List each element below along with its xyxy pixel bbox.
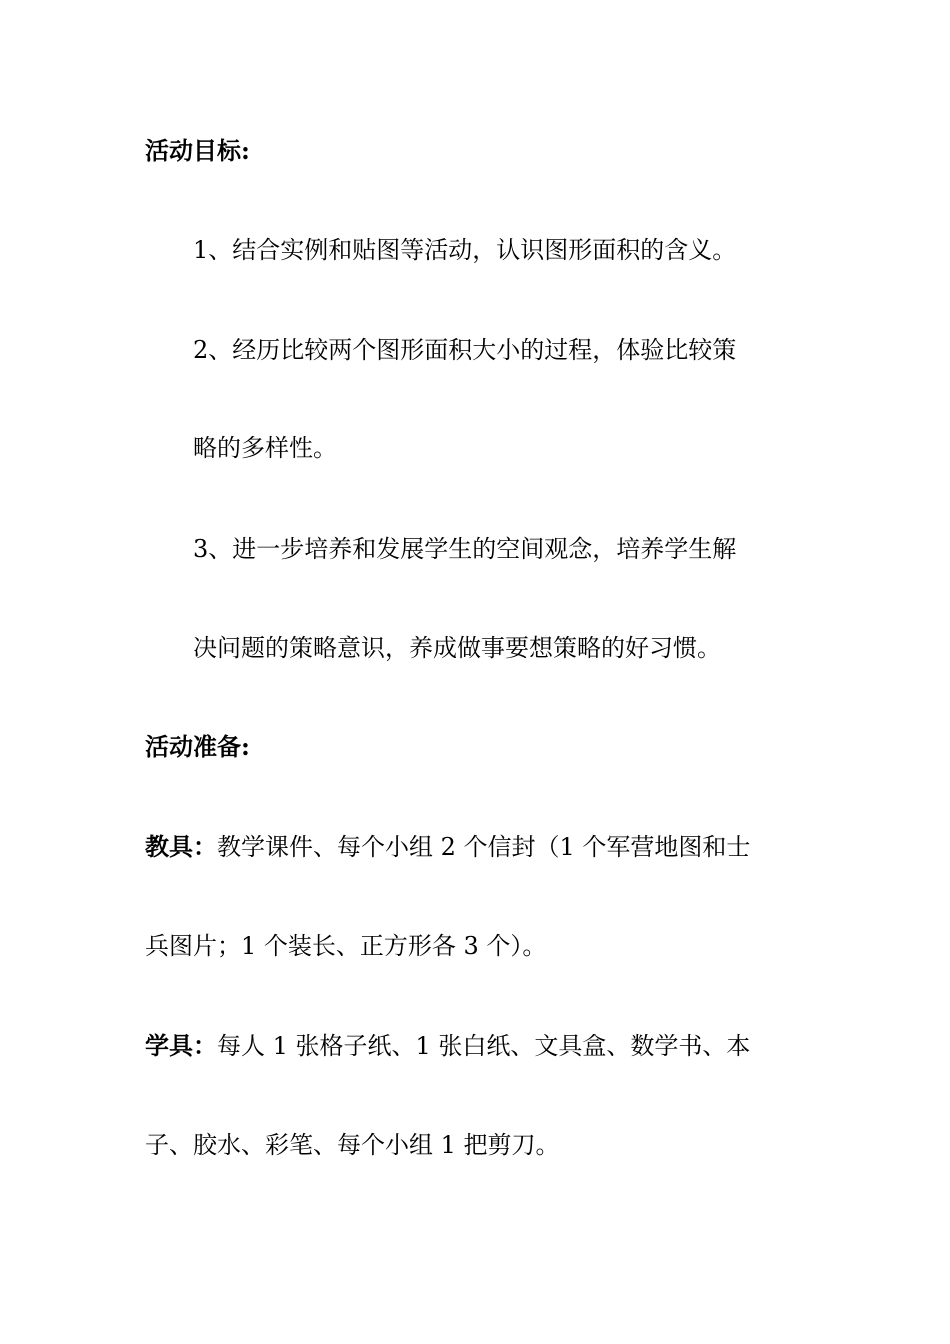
- student-tools-label: 学具：: [145, 1031, 217, 1060]
- student-tools-line-2: 子、胶水、彩笔、每个小组 1 把剪刀。: [145, 1131, 560, 1159]
- teacher-tools-line-1: [145, 832, 750, 862]
- objective-item-1: 1、结合实例和贴图等活动，认识图形面积的含义。: [193, 236, 737, 264]
- student-tools-line-1: [145, 1031, 750, 1061]
- objectives-heading: 活动目标:: [145, 136, 250, 165]
- teacher-tools-line-2: 兵图片；1 个装长、正方形各 3 个）。: [145, 932, 547, 960]
- preparation-heading: 活动准备:: [145, 732, 250, 761]
- teacher-tools-label: 教具：: [145, 832, 217, 861]
- objective-item-3-line-2: 决问题的策略意识，养成做事要想策略的好习惯。: [193, 634, 721, 662]
- objective-item-2-line-2: 略的多样性。: [193, 434, 337, 462]
- objective-item-2-line-1: 2、经历比较两个图形面积大小的过程，体验比较策: [193, 336, 737, 364]
- objective-item-3-line-1: 3、进一步培养和发展学生的空间观念，培养学生解: [193, 535, 737, 563]
- teacher-tools-text: 教学课件、每个小组 2 个信封（1 个军营地图和士: [217, 833, 751, 861]
- student-tools-text: 每人 1 张格子纸、1 张白纸、文具盒、数学书、本: [217, 1032, 751, 1060]
